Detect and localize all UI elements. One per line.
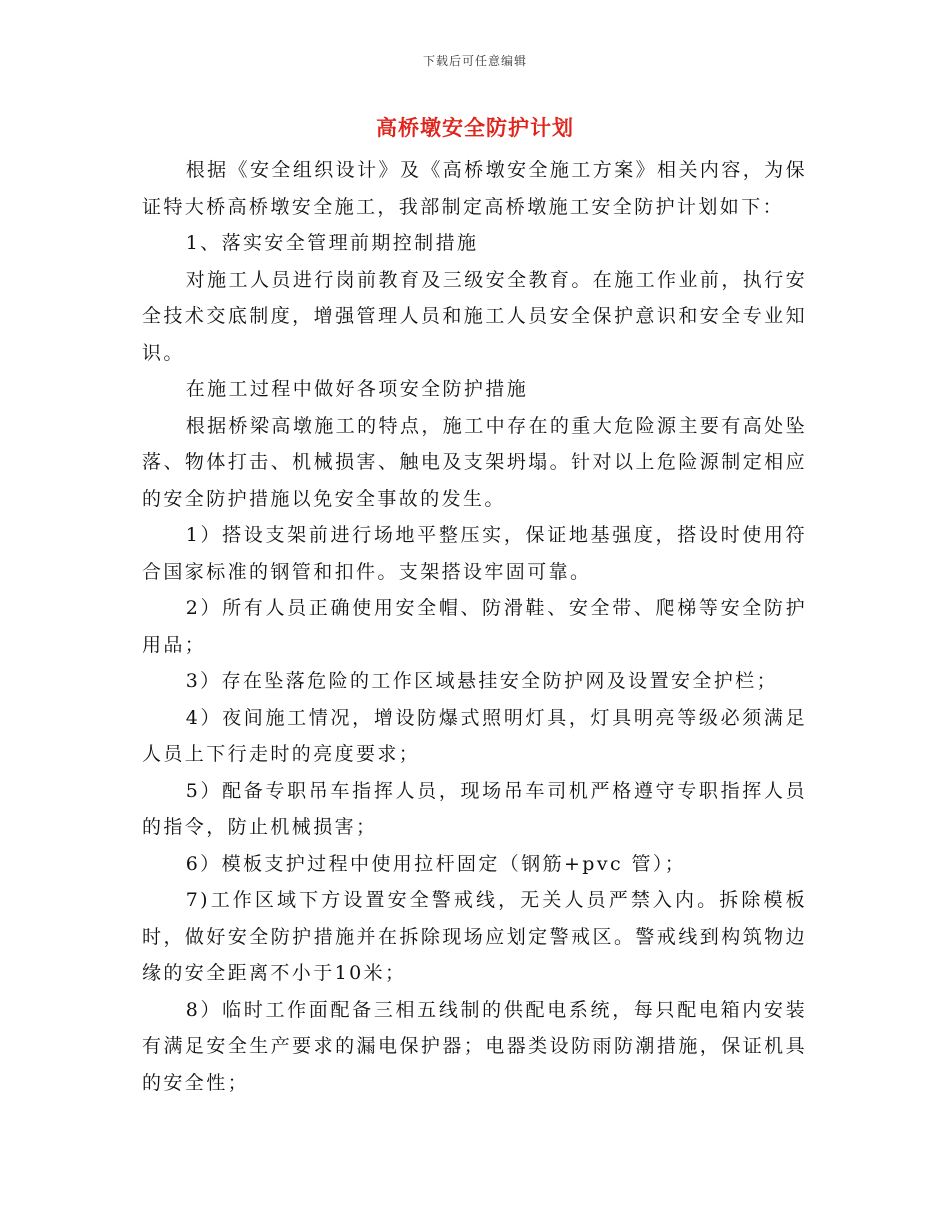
list-item-3: 3）存在坠落危险的工作区域悬挂安全防护网及设置安全护栏； xyxy=(185,670,778,692)
list-item-4: 4）夜间施工情况，增设防爆式照明灯具，灯具明亮等级必须满足人员上下行走时的亮度要求； xyxy=(142,706,807,765)
paragraph-hazards: 根据桥梁高墩施工的特点，施工中存在的重大危险源主要有高处坠落、物体打击、机械损害、触电及支架坍塌。针对以上危险源制定相应的安全防护措施以免安全事故的发生。 xyxy=(142,414,807,510)
section-heading-1: 1、落实安全管理前期控制措施 xyxy=(185,232,479,254)
header-note: 下载后可任意编辑 xyxy=(422,54,527,68)
list-item-7: 7)工作区域下方设置安全警戒线，无关人员严禁入内。拆除模板时，做好安全防护措施并在拆除现场应划定警戒区。警戒线到构筑物边缘的安全距离不小于10米； xyxy=(142,889,807,984)
section-heading-2: 在施工过程中做好各项安全防护措施 xyxy=(185,378,529,400)
paragraph-education: 对施工人员进行岗前教育及三级安全教育。在施工作业前，执行安全技术交底制度，增强管理人员和施工人员安全保护意识和安全专业知识。 xyxy=(142,268,807,364)
document-body xyxy=(142,152,807,1101)
list-item-2: 2）所有人员正确使用安全帽、防滑鞋、安全带、爬梯等安全防护用品； xyxy=(142,597,807,656)
list-item-5: 5）配备专职吊车指挥人员，现场吊车司机严格遵守专职指挥人员的指令，防止机械损害； xyxy=(142,779,807,838)
document-title: 高桥墩安全防护计划 xyxy=(376,115,574,140)
list-item-6: 6）模板支护过程中使用拉杆固定（钢筋+pvc 管）； xyxy=(185,852,687,875)
paragraph-intro: 根据《安全组织设计》及《高桥墩安全施工方案》相关内容，为保证特大桥高桥墩安全施工，我部制定高桥墩施工安全防护计划如下： xyxy=(142,159,807,218)
list-item-1: 1）搭设支架前进行场地平整压实，保证地基强度，搭设时使用符合国家标准的钢管和扣件。支架搭设牢固可靠。 xyxy=(142,524,807,583)
list-item-8: 8）临时工作面配备三相五线制的供配电系统，每只配电箱内安装有满足安全生产要求的漏电保护器；电器类设防雨防潮措施，保证机具的安全性； xyxy=(142,998,807,1094)
